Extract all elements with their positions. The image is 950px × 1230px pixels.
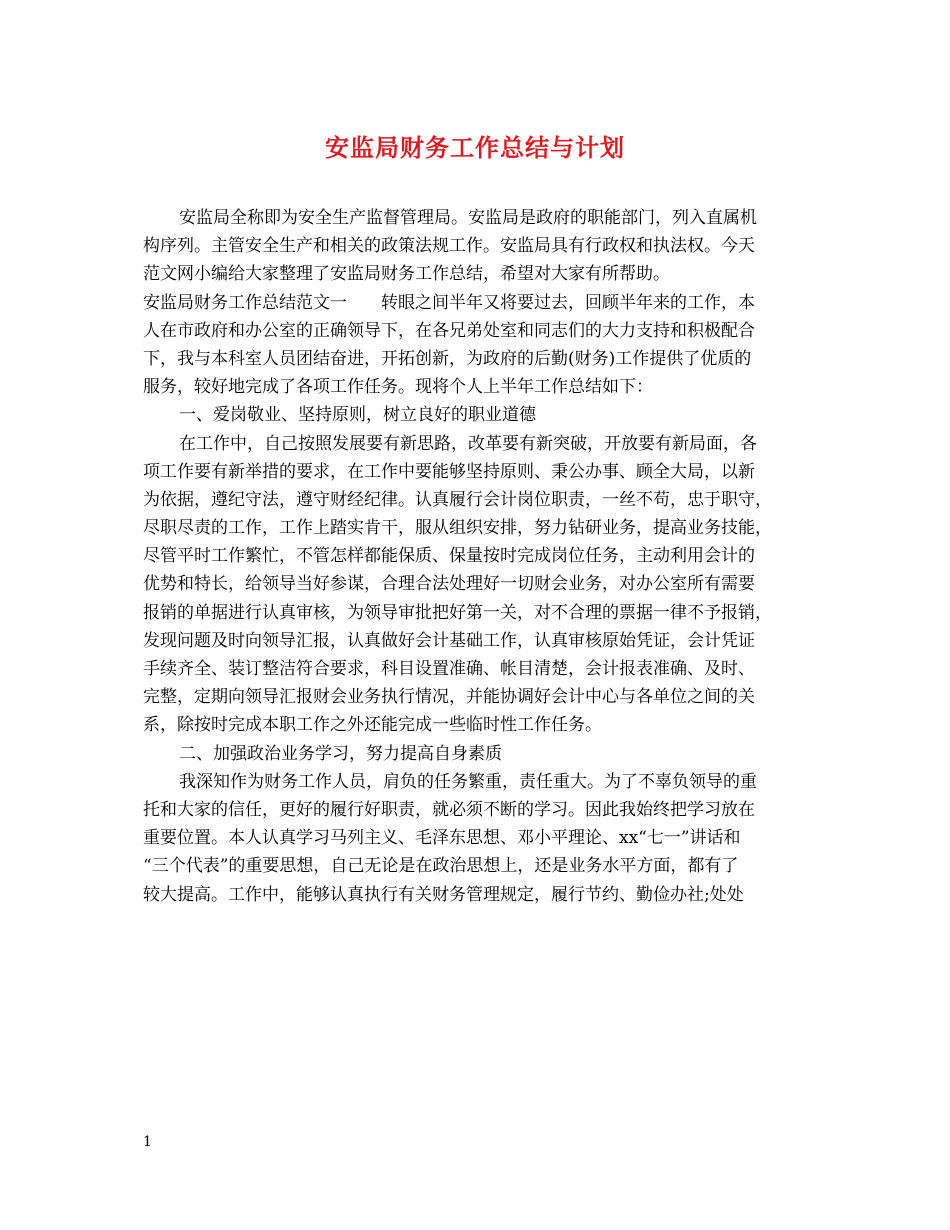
text-line: 系，除按时完成本职工作之外还能完成一些临时性工作任务。 [143, 715, 602, 736]
text-line: 为依据，遵纪守法，遵守财经纪律。认真履行会计岗位职责，一丝不苟，忠于职守， [143, 489, 772, 510]
text-line: 构序列。主管安全生产和相关的政策法规工作。安监局具有行政权和执法权。今天 [143, 236, 755, 257]
text-line: 完整，定期向领导汇报财会业务执行情况，并能协调好会计中心与各单位之间的关 [143, 687, 755, 708]
text-line: 托和大家的信任，更好的履行好职责，就必须不断的学习。因此我始终把学习放在 [143, 799, 755, 820]
text-line: 二、加强政治业务学习，努力提高自身素质 [179, 743, 502, 764]
document-title: 安监局财务工作总结与计划 [325, 133, 625, 162]
text-line: 一、爱岗敬业、坚持原则，树立良好的职业道德 [179, 405, 536, 426]
text-line: 人在市政府和办公室的正确领导下，在各兄弟处室和同志们的大力支持和积极配合 [143, 320, 755, 341]
text-line: 优势和特长，给领导当好参谋，合理合法处理好一切财会业务，对办公室所有需要 [143, 574, 755, 595]
text-line: 较大提高。工作中，能够认真执行有关财务管理规定，履行节约、勤俭办社;处处 [143, 884, 744, 905]
text-line: 手续齐全、装订整洁符合要求，科目设置准确、帐目清楚，会计报表准确、及时、 [143, 659, 755, 679]
text-line: 下，我与本科室人员团结奋进，开拓创新，为政府的后勤(财务)工作提供了优质的 [143, 348, 752, 369]
text-line: 报销的单据进行认真审核，为领导审批把好第一关，对不合理的票据一律不予报销， [143, 602, 772, 623]
text-line: 安监局财务工作总结范文一 转眼之间半年又将要过去，回顾半年来的工作，本 [143, 292, 755, 313]
document-body [143, 204, 811, 909]
text-line: 安监局全称即为安全生产监督管理局。安监局是政府的职能部门，列入直属机 [179, 208, 757, 228]
text-line: “三个代表”的重要思想，自己无论是在政治思想上，还是业务水平方面，都有了 [143, 856, 739, 877]
text-line: 项工作要有新举措的要求，在工作中要能够坚持原则、秉公办事、顾全大局，以新 [143, 461, 755, 482]
text-line: 重要位置。本人认真学习马列主义、毛泽东思想、邓小平理论、xx“七一”讲话和 [143, 828, 741, 849]
text-line: 在工作中，自己按照发展要有新思路，改革要有新突破，开放要有新局面，各 [179, 433, 757, 454]
text-line: 我深知作为财务工作人员，肩负的任务繁重，责任重大。为了不辜负领导的重 [179, 771, 757, 792]
text-line: 尽管平时工作繁忙，不管怎样都能保质、保量按时完成岗位任务，主动利用会计的 [143, 546, 755, 567]
text-line: 服务，较好地完成了各项工作任务。现将个人上半年工作总结如下： [143, 377, 653, 398]
page-number: 1 [143, 1134, 152, 1150]
text-line: 范文网小编给大家整理了安监局财务工作总结，希望对大家有所帮助。 [143, 264, 670, 285]
text-line: 尽职尽责的工作，工作上踏实肯干，服从组织安排，努力钻研业务，提高业务技能， [143, 518, 772, 539]
text-line: 发现问题及时向领导汇报，认真做好会计基础工作，认真审核原始凭证，会计凭证 [143, 630, 755, 651]
